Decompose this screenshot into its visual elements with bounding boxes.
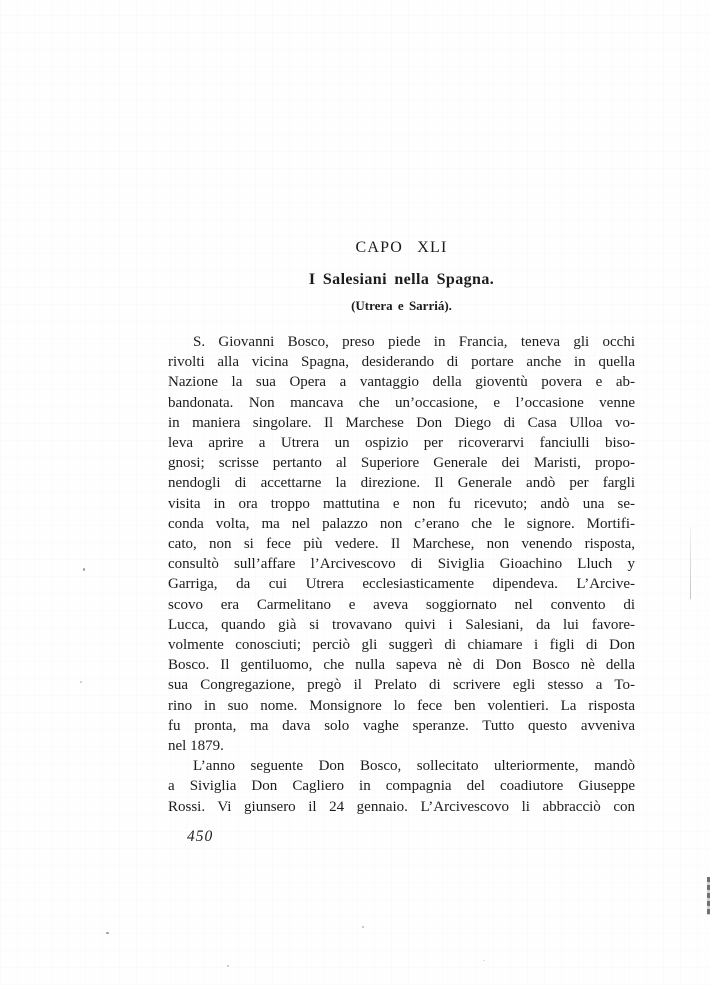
text-line: nel 1879. (168, 738, 224, 755)
text-line: rivolti alla vicina Spagna, desiderando di portare anche in quella (168, 354, 635, 371)
scan-artifact-speck (83, 568, 85, 571)
text-line: sua Congregazione, pregò il Prelato di scrivere egli stesso a To- (168, 677, 635, 694)
text-line: nendogli di accettarne la direzione. Il Generale andò per fargli (168, 475, 635, 492)
page-subtitle: (Utrera e Sarriá). (351, 298, 452, 313)
scan-artifact-speck (80, 681, 82, 683)
text-line: leva aprire a Utrera un ospizio per ricoverarvi fanciulli biso- (168, 435, 635, 452)
text-block (168, 0, 635, 985)
text-line: gnosi; scrisse pertanto al Superiore Generale dei Maristi, propo- (168, 455, 635, 472)
page-number: 450 (187, 828, 214, 845)
text-line: scovo era Carmelitano e aveva soggiornato nel convento di (168, 596, 635, 613)
scan-artifact-vertical-line (690, 527, 691, 599)
text-line: consultò sull’affare l’Arcivescovo di Siviglia Gioachino Lluch y (168, 556, 635, 573)
text-line: a Siviglia Don Cagliero in compagnia del coadiutore Giuseppe (168, 778, 635, 795)
text-line: L’anno seguente Don Bosco, sollecitato ulteriormente, mandò (193, 758, 635, 775)
page-title: I Salesiani nella Spagna. (308, 271, 495, 288)
scan-artifact-speck (483, 960, 485, 961)
text-line: cato, non si fece più vedere. Il Marchese, non venendo risposta, (168, 536, 635, 553)
text-line: rino in suo nome. Monsignore lo fece ben volentieri. La risposta (168, 697, 635, 714)
text-line: Garriga, da cui Utrera ecclesiasticamente dipendeva. L’Arcive- (168, 576, 635, 593)
text-line: Rossi. Vi giunsero il 24 gennaio. L’Arcivescovo li abbracciò con (168, 798, 635, 815)
scan-artifact-speck (106, 932, 109, 934)
scan-artifact-speck (227, 965, 229, 967)
scan-artifact-speck (362, 926, 364, 928)
text-line: volmente conosciuti; perciò gli suggerì di chiamare i figli di Don (168, 637, 635, 654)
text-line: in maniera singolare. Il Marchese Don Diego di Casa Ulloa vo- (168, 414, 635, 431)
chapter-heading: CAPO XLI (355, 239, 448, 256)
body-text (168, 332, 635, 817)
text-line: Lucca, quando già si trovavano quivi i Salesiani, da lui favore- (168, 616, 635, 633)
text-line: Nazione la sua Opera a vantaggio della gioventù povera e ab- (168, 374, 635, 391)
text-line: visita in ora troppo mattutina e non fu ricevuto; andò una se- (168, 495, 635, 512)
text-line: fu pronta, ma dava solo vaghe speranze. Tutto questo avveniva (168, 717, 635, 734)
text-line: bandonata. Non mancava che un’occasione, e l’occasione venne (168, 394, 635, 411)
text-line: S. Giovanni Bosco, preso piede in Francia, teneva gli occhi (193, 334, 635, 350)
text-line: Bosco. Il gentiluomo, che nulla sapeva nè di Don Bosco nè della (168, 657, 635, 674)
text-line: conda volta, ma nel palazzo non c’erano che le signore. Mortifi- (168, 515, 635, 532)
